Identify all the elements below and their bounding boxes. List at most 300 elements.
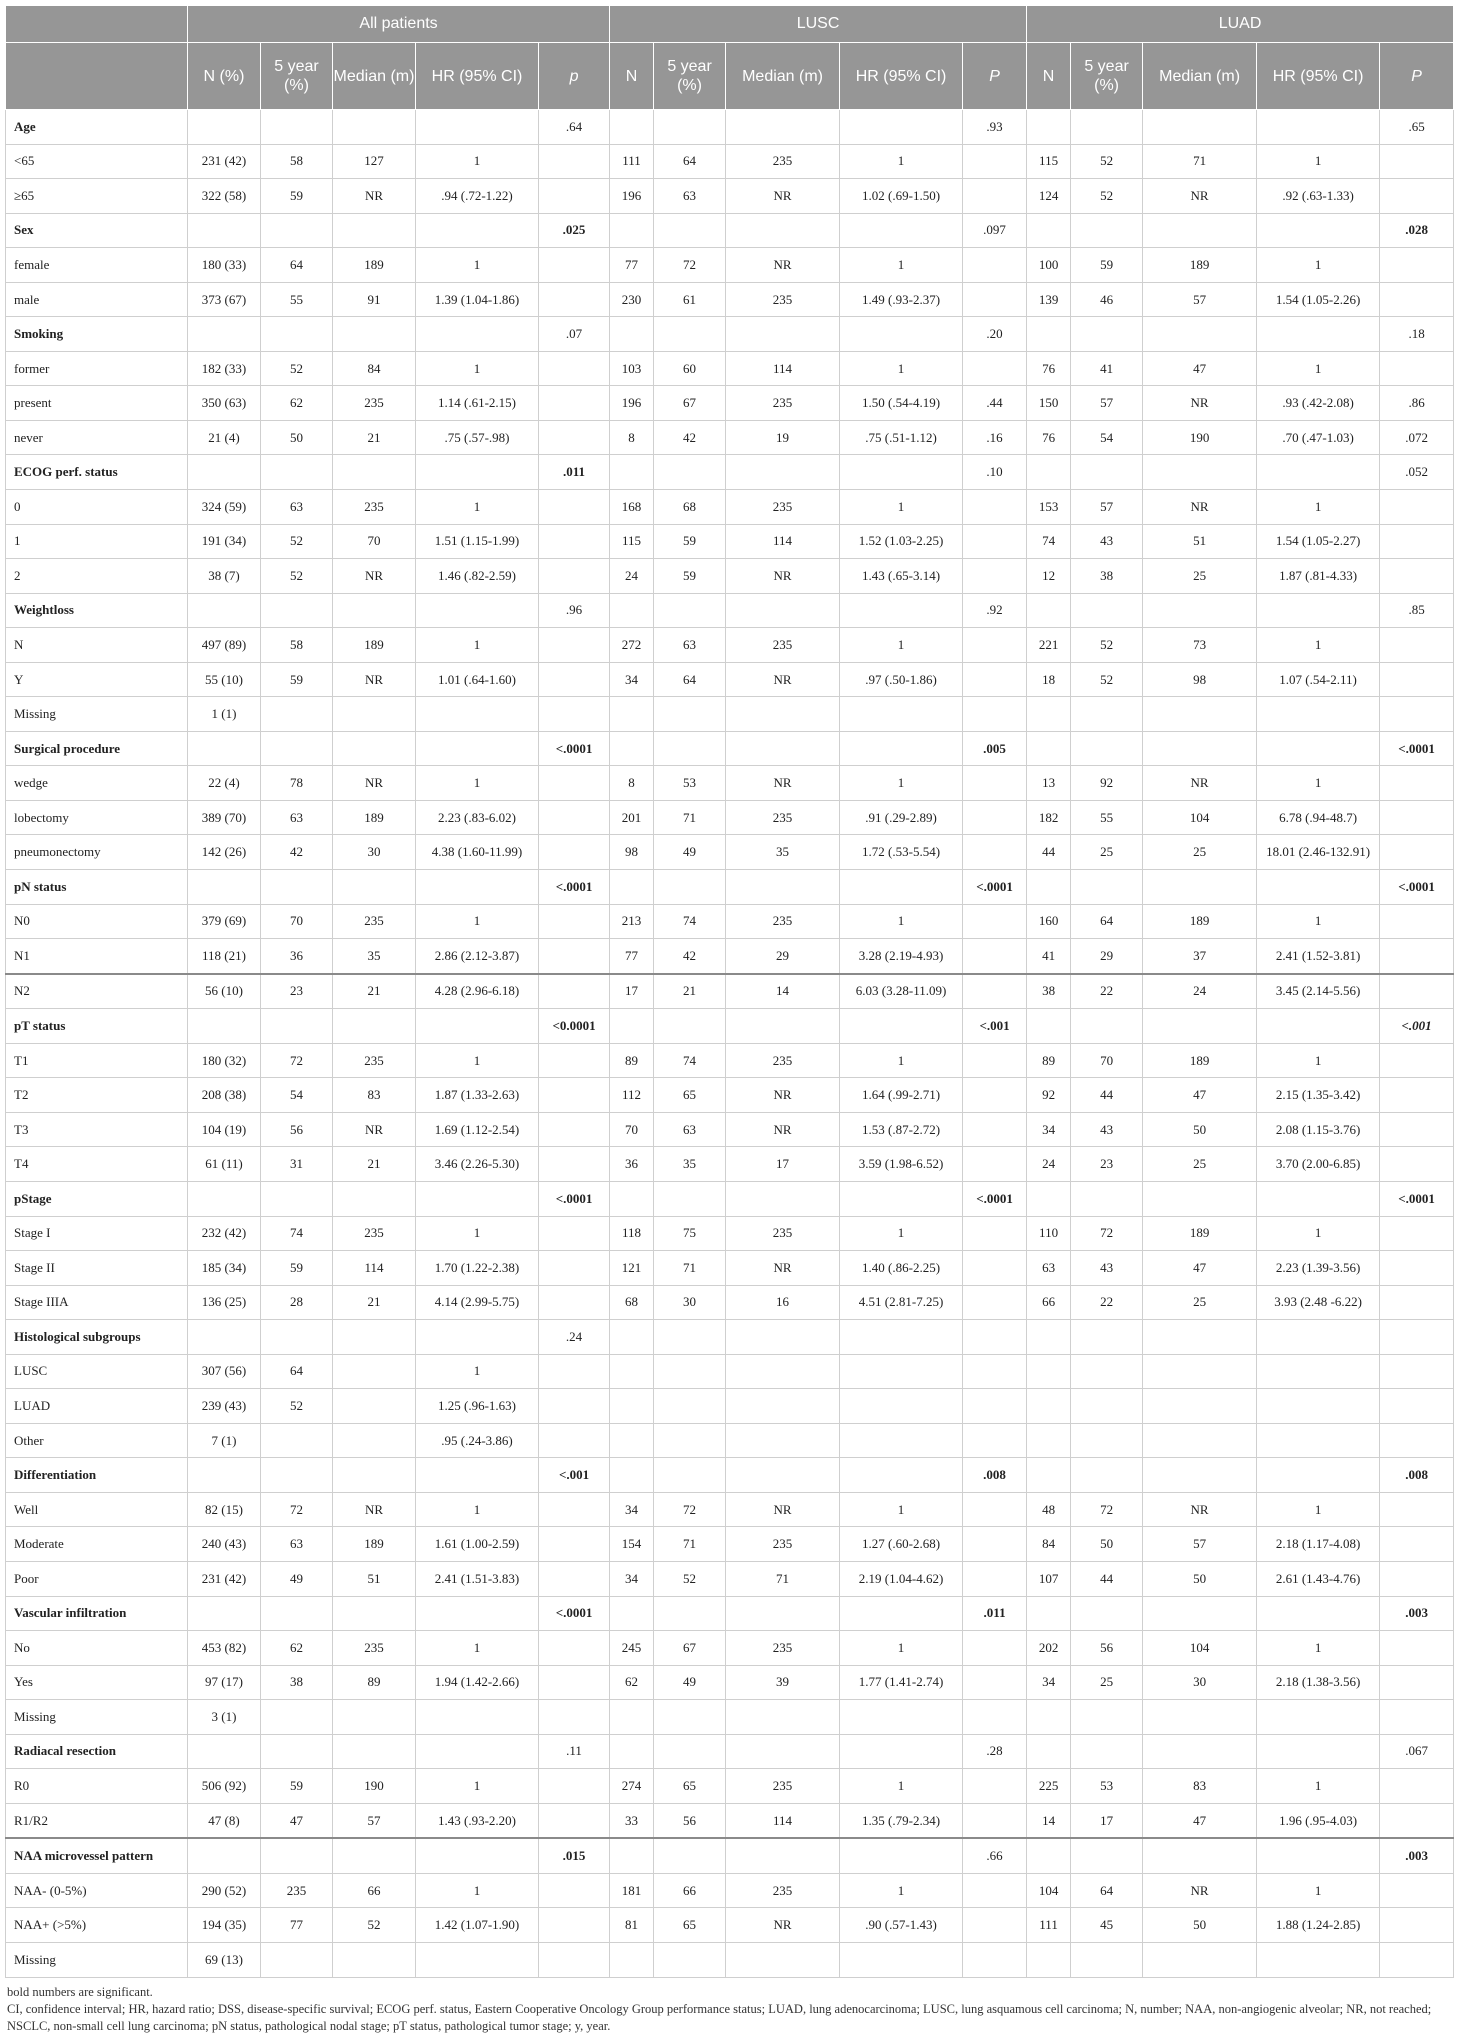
table-cell: 1 <box>416 1354 539 1389</box>
header-col-all-patients-2: Median (m) <box>333 43 416 110</box>
table-header <box>6 6 1454 110</box>
table-cell: 240 (43) <box>188 1527 261 1562</box>
table-cell <box>963 1665 1027 1700</box>
table-cell: 51 <box>1143 524 1257 559</box>
footnote: bold numbers are significant. <box>7 1984 153 1999</box>
table-cell: 235 <box>726 490 840 525</box>
table-row <box>6 1423 1454 1458</box>
table-cell <box>539 248 610 283</box>
table-row <box>6 1561 1454 1596</box>
table-cell <box>654 1838 726 1873</box>
table-cell: 63 <box>654 628 726 663</box>
table-cell <box>1027 1838 1071 1873</box>
table-cell: NR <box>333 559 416 594</box>
table-cell: 43 <box>1071 524 1143 559</box>
table-cell: 307 (56) <box>188 1354 261 1389</box>
table-cell <box>963 282 1027 317</box>
table-cell: 4.38 (1.60-11.99) <box>416 835 539 870</box>
table-cell <box>1380 697 1454 732</box>
table-cell <box>726 1838 840 1873</box>
table-cell <box>1257 1320 1380 1355</box>
table-cell: 34 <box>610 1492 654 1527</box>
table-cell: 36 <box>261 939 333 974</box>
table-cell <box>1071 870 1143 905</box>
table-cell: 1.01 (.64-1.60) <box>416 662 539 697</box>
table-cell <box>610 110 654 145</box>
table-cell: 1 <box>416 766 539 801</box>
table-cell <box>416 213 539 248</box>
header-col-all-patients-0: N (%) <box>188 43 261 110</box>
table-cell <box>963 1527 1027 1562</box>
table-cell: 185 (34) <box>188 1251 261 1286</box>
table-cell <box>654 1423 726 1458</box>
table-cell: 104 (19) <box>188 1112 261 1147</box>
table-cell: 89 <box>610 1043 654 1078</box>
table-cell: 21 <box>333 1147 416 1182</box>
table-row <box>6 1631 1454 1666</box>
table-cell: 2.23 (1.39-3.56) <box>1257 1251 1380 1286</box>
table-cell: 50 <box>261 420 333 455</box>
table-cell: 63 <box>261 800 333 835</box>
table-cell <box>333 1734 416 1769</box>
table-cell: .91 (.29-2.89) <box>840 800 963 835</box>
table-cell: 25 <box>1143 559 1257 594</box>
table-cell: 52 <box>261 1389 333 1424</box>
table-cell: 66 <box>333 1873 416 1908</box>
table-cell: 52 <box>1071 144 1143 179</box>
table-cell: NR <box>333 1112 416 1147</box>
table-cell <box>188 110 261 145</box>
table-cell <box>1027 1181 1071 1216</box>
table-cell: 49 <box>654 1665 726 1700</box>
table-row <box>6 1769 1454 1804</box>
table-cell: 235 <box>726 904 840 939</box>
table-group-row <box>6 1838 1454 1873</box>
table-cell: 67 <box>654 1631 726 1666</box>
table-cell <box>188 1181 261 1216</box>
table-cell: 76 <box>1027 420 1071 455</box>
table-cell: 30 <box>1143 1665 1257 1700</box>
table-cell <box>261 593 333 628</box>
table-cell <box>1071 697 1143 732</box>
table-group-row <box>6 110 1454 145</box>
row-label: Poor <box>6 1561 188 1596</box>
table-row <box>6 1908 1454 1943</box>
table-cell: NR <box>726 248 840 283</box>
table-cell: 245 <box>610 1631 654 1666</box>
table-cell: 2.18 (1.17-4.08) <box>1257 1527 1380 1562</box>
table-cell <box>654 731 726 766</box>
table-cell: 182 (33) <box>188 351 261 386</box>
table-cell: 34 <box>1027 1112 1071 1147</box>
table-cell <box>963 1942 1027 1977</box>
table-cell: 64 <box>1071 904 1143 939</box>
table-cell <box>1257 731 1380 766</box>
table-cell <box>1257 317 1380 352</box>
table-cell: 18.01 (2.46-132.91) <box>1257 835 1380 870</box>
table-cell <box>1143 1354 1257 1389</box>
table-cell: 21 <box>654 974 726 1009</box>
row-label: T3 <box>6 1112 188 1147</box>
table-cell: 71 <box>654 1251 726 1286</box>
table-cell: .052 <box>1380 455 1454 490</box>
table-cell: 1.69 (1.12-2.54) <box>416 1112 539 1147</box>
table-cell <box>654 1596 726 1631</box>
table-cell <box>1071 1838 1143 1873</box>
table-row <box>6 1665 1454 1700</box>
table-cell <box>963 1873 1027 1908</box>
table-cell: NR <box>726 766 840 801</box>
header-col-luad-0: N <box>1027 43 1071 110</box>
table-cell: 25 <box>1143 1285 1257 1320</box>
table-cell <box>333 1320 416 1355</box>
row-label: never <box>6 420 188 455</box>
table-cell <box>654 455 726 490</box>
table-cell <box>261 870 333 905</box>
table-cell: 30 <box>654 1285 726 1320</box>
table-cell <box>963 1389 1027 1424</box>
table-cell <box>1380 282 1454 317</box>
table-cell: 39 <box>726 1665 840 1700</box>
table-cell: .028 <box>1380 213 1454 248</box>
table-cell <box>539 1873 610 1908</box>
table-cell <box>840 1181 963 1216</box>
row-label: 2 <box>6 559 188 594</box>
table-cell: 65 <box>654 1908 726 1943</box>
table-cell: 1 <box>840 1216 963 1251</box>
table-cell <box>539 662 610 697</box>
table-cell: 64 <box>1071 1873 1143 1908</box>
table-cell <box>1143 1700 1257 1735</box>
table-cell <box>261 1838 333 1873</box>
table-cell: 72 <box>261 1492 333 1527</box>
table-cell <box>1380 559 1454 594</box>
table-cell: 56 <box>654 1803 726 1838</box>
table-cell: <0.0001 <box>539 1009 610 1044</box>
row-label: Sex <box>6 213 188 248</box>
table-cell: 114 <box>726 524 840 559</box>
table-cell: .75 (.57-.98) <box>416 420 539 455</box>
table-cell: 91 <box>333 282 416 317</box>
table-cell: 235 <box>333 386 416 421</box>
table-cell <box>539 1354 610 1389</box>
table-cell: 221 <box>1027 628 1071 663</box>
table-cell <box>539 1423 610 1458</box>
row-label: Histological subgroups <box>6 1320 188 1355</box>
row-label: pT status <box>6 1009 188 1044</box>
table-cell: 47 <box>261 1803 333 1838</box>
table-cell <box>963 1423 1027 1458</box>
table-cell <box>726 317 840 352</box>
table-cell: 63 <box>1027 1251 1071 1286</box>
table-cell <box>539 835 610 870</box>
table-cell: 1 <box>1257 1631 1380 1666</box>
table-cell: 59 <box>1071 248 1143 283</box>
table-group-row <box>6 731 1454 766</box>
table-cell <box>963 524 1027 559</box>
table-cell <box>840 593 963 628</box>
table-cell: 2.19 (1.04-4.62) <box>840 1561 963 1596</box>
table-cell: 57 <box>1071 490 1143 525</box>
table-cell <box>539 1665 610 1700</box>
table-cell <box>539 490 610 525</box>
table-cell: 274 <box>610 1769 654 1804</box>
table-cell <box>1027 317 1071 352</box>
row-label: T1 <box>6 1043 188 1078</box>
table-cell <box>1027 1320 1071 1355</box>
header-col-lusc-3: HR (95% CI) <box>840 43 963 110</box>
table-cell: 235 <box>726 386 840 421</box>
table-cell: 23 <box>261 974 333 1009</box>
table-cell: 44 <box>1027 835 1071 870</box>
row-label: LUSC <box>6 1354 188 1389</box>
table-cell: 62 <box>610 1665 654 1700</box>
table-cell: 189 <box>333 1527 416 1562</box>
table-cell: 57 <box>1143 1527 1257 1562</box>
table-cell <box>333 1596 416 1631</box>
table-cell <box>1257 1423 1380 1458</box>
table-cell <box>539 1942 610 1977</box>
table-cell <box>1380 1700 1454 1735</box>
table-cell: .96 <box>539 593 610 628</box>
table-cell: 36 <box>610 1147 654 1182</box>
table-cell <box>726 1389 840 1424</box>
table-cell <box>1380 628 1454 663</box>
table-cell: 59 <box>654 559 726 594</box>
table-cell <box>1257 1181 1380 1216</box>
table-cell <box>840 1423 963 1458</box>
table-cell <box>1143 870 1257 905</box>
table-cell: 77 <box>610 248 654 283</box>
table-cell: 59 <box>261 179 333 214</box>
table-cell: .16 <box>963 420 1027 455</box>
table-cell <box>726 455 840 490</box>
table-cell <box>261 1596 333 1631</box>
table-cell: 42 <box>261 835 333 870</box>
table-cell: 1 <box>416 490 539 525</box>
table-cell: 2.23 (.83-6.02) <box>416 800 539 835</box>
table-cell: 181 <box>610 1873 654 1908</box>
table-group-row <box>6 870 1454 905</box>
table-cell: 154 <box>610 1527 654 1562</box>
table-cell: 84 <box>333 351 416 386</box>
table-cell <box>654 1700 726 1735</box>
table-cell: 1 <box>1257 351 1380 386</box>
table-cell <box>333 213 416 248</box>
table-cell <box>963 1216 1027 1251</box>
table-cell <box>1257 1838 1380 1873</box>
header-group-luad: LUAD <box>1027 6 1454 43</box>
table-cell <box>963 939 1027 974</box>
table-cell <box>1071 593 1143 628</box>
table-row <box>6 1527 1454 1562</box>
table-cell: 25 <box>1143 835 1257 870</box>
table-cell: 59 <box>261 1769 333 1804</box>
table-cell: 58 <box>261 628 333 663</box>
table-cell <box>261 1942 333 1977</box>
table-cell: 63 <box>654 179 726 214</box>
table-cell: 33 <box>610 1803 654 1838</box>
table-cell <box>539 524 610 559</box>
table-cell <box>840 1458 963 1493</box>
table-cell <box>726 593 840 628</box>
table-cell <box>1380 1147 1454 1182</box>
table-cell: NR <box>1143 386 1257 421</box>
table-cell: .008 <box>963 1458 1027 1493</box>
table-cell: 324 (59) <box>188 490 261 525</box>
table-cell: 114 <box>333 1251 416 1286</box>
table-cell <box>539 697 610 732</box>
table-cell <box>726 1009 840 1044</box>
table-cell: 29 <box>726 939 840 974</box>
table-cell <box>261 1423 333 1458</box>
table-cell: 21 (4) <box>188 420 261 455</box>
table-cell: 72 <box>1071 1492 1143 1527</box>
table-cell <box>1380 1078 1454 1113</box>
table-cell: 55 <box>1071 800 1143 835</box>
table-cell <box>539 282 610 317</box>
table-cell: 1.54 (1.05-2.27) <box>1257 524 1380 559</box>
table-cell <box>726 1596 840 1631</box>
table-cell <box>1257 697 1380 732</box>
header-group-lusc: LUSC <box>610 6 1027 43</box>
table-cell: NR <box>726 179 840 214</box>
table-cell: 235 <box>726 1631 840 1666</box>
table-cell: 1 <box>416 1043 539 1078</box>
table-cell <box>333 731 416 766</box>
row-label: Moderate <box>6 1527 188 1562</box>
table-cell <box>539 1078 610 1113</box>
row-label: 1 <box>6 524 188 559</box>
row-label: LUAD <box>6 1389 188 1424</box>
table-group-row <box>6 1596 1454 1631</box>
table-row <box>6 386 1454 421</box>
table-cell: <.001 <box>539 1458 610 1493</box>
table-cell: 38 <box>261 1665 333 1700</box>
table-cell <box>1071 1700 1143 1735</box>
table-cell <box>610 697 654 732</box>
table-cell <box>840 1389 963 1424</box>
table-cell <box>654 213 726 248</box>
table-cell <box>610 1700 654 1735</box>
row-label: Stage IIIA <box>6 1285 188 1320</box>
table-container <box>5 5 1453 2035</box>
table-cell <box>1027 731 1071 766</box>
table-cell <box>333 1009 416 1044</box>
table-cell: 65 <box>654 1078 726 1113</box>
table-cell <box>726 1700 840 1735</box>
header-col-lusc-4: P <box>963 43 1027 110</box>
table-cell: NR <box>726 662 840 697</box>
table-cell <box>1257 870 1380 905</box>
table-cell: .94 (.72-1.22) <box>416 179 539 214</box>
table-cell: 1 <box>1257 1216 1380 1251</box>
header-col-all-patients-4: p <box>539 43 610 110</box>
table-cell <box>188 1320 261 1355</box>
table-cell: 506 (92) <box>188 1769 261 1804</box>
table-cell: 115 <box>610 524 654 559</box>
table-cell <box>1257 1734 1380 1769</box>
table-cell <box>333 110 416 145</box>
table-cell <box>1027 1458 1071 1493</box>
table-cell: 89 <box>1027 1043 1071 1078</box>
table-cell: .70 (.47-1.03) <box>1257 420 1380 455</box>
table-cell <box>1380 1803 1454 1838</box>
table-cell <box>1380 1423 1454 1458</box>
row-label: Well <box>6 1492 188 1527</box>
table-cell: .003 <box>1380 1596 1454 1631</box>
row-label: ECOG perf. status <box>6 455 188 490</box>
table-cell: 72 <box>261 1043 333 1078</box>
table-cell: 1.42 (1.07-1.90) <box>416 1908 539 1943</box>
table-cell: 1.94 (1.42-2.66) <box>416 1665 539 1700</box>
row-label: former <box>6 351 188 386</box>
table-cell <box>963 974 1027 1009</box>
table-cell: .24 <box>539 1320 610 1355</box>
table-cell <box>1071 1458 1143 1493</box>
table-cell <box>840 697 963 732</box>
table-cell: 74 <box>261 1216 333 1251</box>
table-cell: 235 <box>333 490 416 525</box>
table-group-row <box>6 317 1454 352</box>
table-cell <box>610 1942 654 1977</box>
table-cell: 55 <box>261 282 333 317</box>
table-cell: 52 <box>654 1561 726 1596</box>
table-cell: 189 <box>1143 1043 1257 1078</box>
table-cell <box>1071 1942 1143 1977</box>
table-cell <box>840 213 963 248</box>
table-cell: 115 <box>1027 144 1071 179</box>
table-cell: 150 <box>1027 386 1071 421</box>
table-cell <box>1380 974 1454 1009</box>
table-cell <box>188 1838 261 1873</box>
table-cell: 1 <box>1257 248 1380 283</box>
header-col-luad-4: P <box>1380 43 1454 110</box>
table-cell: 38 (7) <box>188 559 261 594</box>
table-cell: 74 <box>1027 524 1071 559</box>
table-cell <box>539 1285 610 1320</box>
table-cell: NR <box>1143 766 1257 801</box>
table-cell <box>726 1320 840 1355</box>
row-label: Missing <box>6 1942 188 1977</box>
header-col-luad-2: Median (m) <box>1143 43 1257 110</box>
table-cell <box>1143 213 1257 248</box>
table-cell: 230 <box>610 282 654 317</box>
table-cell: 22 <box>1071 974 1143 1009</box>
table-cell <box>261 1320 333 1355</box>
table-cell <box>963 697 1027 732</box>
table-cell: 1.64 (.99-2.71) <box>840 1078 963 1113</box>
table-row <box>6 248 1454 283</box>
table-cell <box>654 1354 726 1389</box>
table-cell: 4.14 (2.99-5.75) <box>416 1285 539 1320</box>
row-label: Missing <box>6 1700 188 1735</box>
table-cell: 107 <box>1027 1561 1071 1596</box>
table-cell: 350 (63) <box>188 386 261 421</box>
table-cell <box>654 1181 726 1216</box>
table-cell <box>963 1908 1027 1943</box>
table-group-row <box>6 593 1454 628</box>
table-cell: .64 <box>539 110 610 145</box>
table-cell <box>1257 213 1380 248</box>
table-cell <box>261 317 333 352</box>
table-cell: 41 <box>1027 939 1071 974</box>
table-cell <box>1380 1285 1454 1320</box>
table-cell: 54 <box>261 1078 333 1113</box>
table-cell: 44 <box>1071 1561 1143 1596</box>
table-cell: 71 <box>654 800 726 835</box>
table-cell <box>1380 835 1454 870</box>
